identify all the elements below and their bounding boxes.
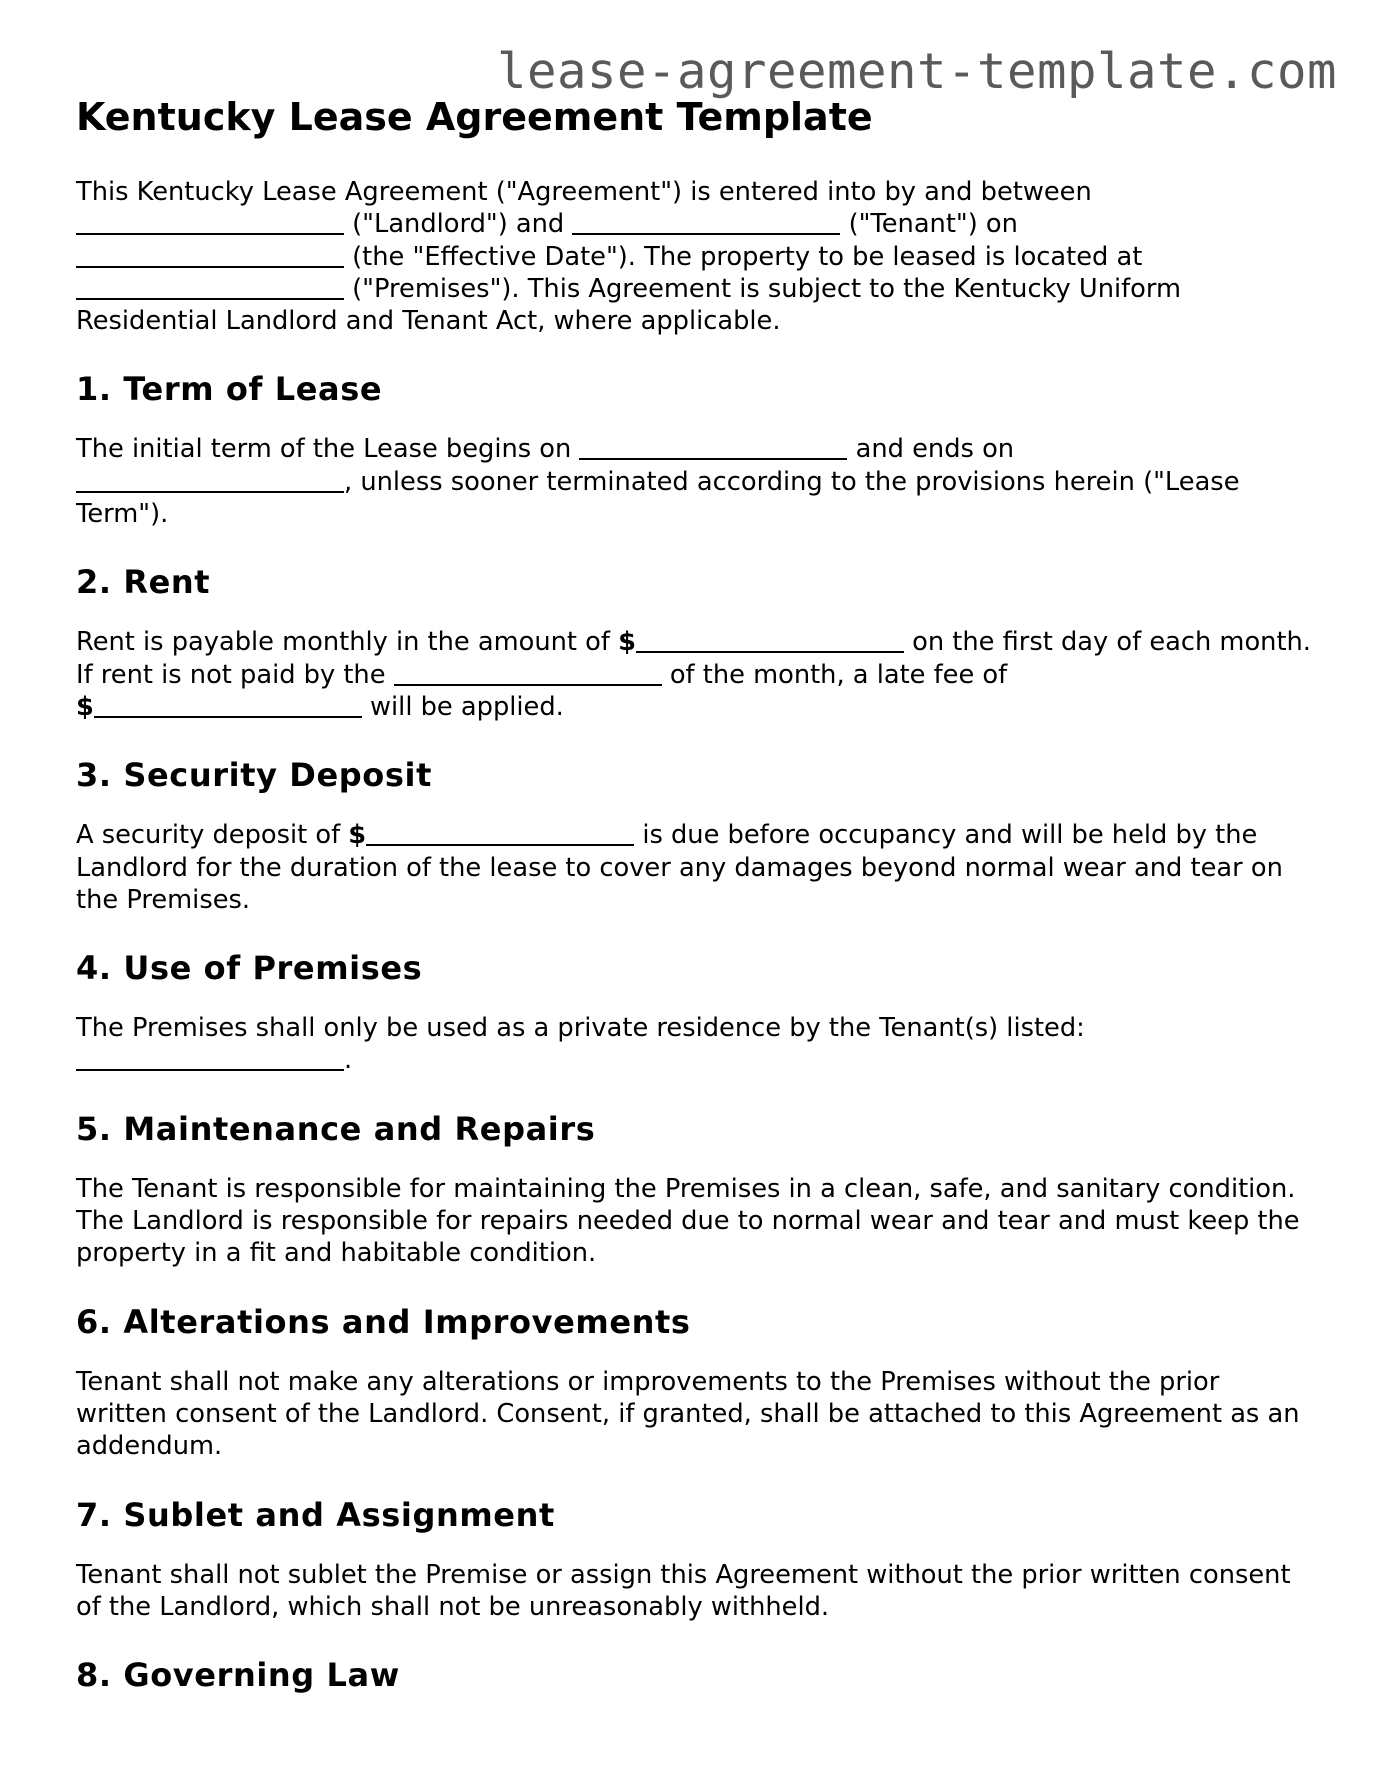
deposit-text-1: A security deposit of [76,820,349,851]
section-maintenance [76,1109,1316,1270]
section-heading: 3. Security Deposit [76,756,432,795]
section-body [76,626,1316,723]
rent-text-4: will be applied. [361,691,564,722]
use-text-1: The Premises shall only be used as a private residence by the Tenant(s) listed: [76,1013,1085,1044]
section-sublet [76,1495,1316,1624]
lease-start-date-blank[interactable] [579,438,847,460]
tenant-name-blank[interactable] [572,213,840,235]
effective-date-blank[interactable] [76,246,344,268]
landlord-name-blank[interactable] [76,213,344,235]
section-rent [76,562,1316,723]
use-text-2: . [344,1045,353,1076]
section-heading: 5. Maintenance and Repairs [76,1109,596,1148]
rent-text-1: Rent is payable monthly in the amount of [76,627,619,658]
currency-symbol: $ [348,820,367,851]
currency-symbol: $ [618,627,636,658]
intro-paragraph [76,176,1316,337]
section-heading: 4. Use of Premises [76,949,423,988]
section-body: Tenant shall not make any alterations or improvements to the Premises without the prior written consent of the Landlord. Consent, if granted, shall be attached to this Agreement as an addendum. [76,1366,1300,1462]
rent-text-2: on the first day of each month. If rent is not paid by the [76,627,1311,690]
section-body [76,1012,1316,1077]
intro-text-1: This Kentucky Lease Agreement ("Agreement") is entered into by and between [76,177,1092,207]
section-security-deposit [76,755,1316,916]
section-governing-law [76,1655,1316,1695]
late-fee-blank[interactable] [94,696,362,718]
section-heading: 6. Alterations and Improvements [76,1302,691,1341]
lease-document [76,92,1316,1695]
lease-end-date-blank[interactable] [76,471,344,493]
section-alterations [76,1302,1316,1463]
currency-symbol: $ [76,691,94,722]
section-heading: 1. Term of Lease [76,370,383,409]
deposit-text-2: is due before occupancy and will be held by the Landlord for the duration of the lease to cover any damages beyond normal wear and tear on the Premises. [76,820,1283,915]
site-watermark-url: lease-agreement-template.com [496,43,1337,100]
intro-text-2: ("Landlord") and [344,209,573,240]
tenants-listed-blank[interactable] [76,1049,344,1071]
term-text-2: and ends on [847,434,1015,465]
section-term-of-lease [76,369,1316,530]
rent-text-3: of the month, a late fee of [661,659,1008,690]
section-use-of-premises [76,948,1316,1077]
rent-amount-blank[interactable] [636,631,904,653]
term-text-3: , unless sooner terminated according to the provisions herein ("Lease Term"). [76,466,1240,530]
security-deposit-blank[interactable] [366,824,634,846]
section-body [76,433,1316,530]
premises-address-blank[interactable] [76,278,344,300]
term-text-1: The initial term of the Lease begins on [76,434,580,465]
intro-text-3: ("Tenant") on [840,209,1018,240]
rent-due-day-blank[interactable] [394,664,662,686]
section-body [76,819,1316,916]
section-heading: 8. Governing Law [76,1656,400,1695]
document-title: Kentucky Lease Agreement Template [76,95,873,139]
section-body: The Tenant is responsible for maintaining the Premises in a clean, safe, and sanitary condition. The Landlord is responsible for repairs needed due to normal wear and tear and must keep the property in a fit and habitable condition. [76,1173,1300,1269]
section-heading: 7. Sublet and Assignment [76,1495,555,1534]
intro-text-5: ("Premises"). This Agreement is subject to the Kentucky Uniform Residential Landlord and Tenant Act, where applicable. [76,273,1182,337]
section-heading: 2. Rent [76,563,211,602]
intro-text-4: (the "Effective Date"). The property to be leased is located at [344,241,1143,272]
section-body: Tenant shall not sublet the Premise or assign this Agreement without the prior written consent of the Landlord, which shall not be unreasonably withheld. [76,1559,1291,1622]
